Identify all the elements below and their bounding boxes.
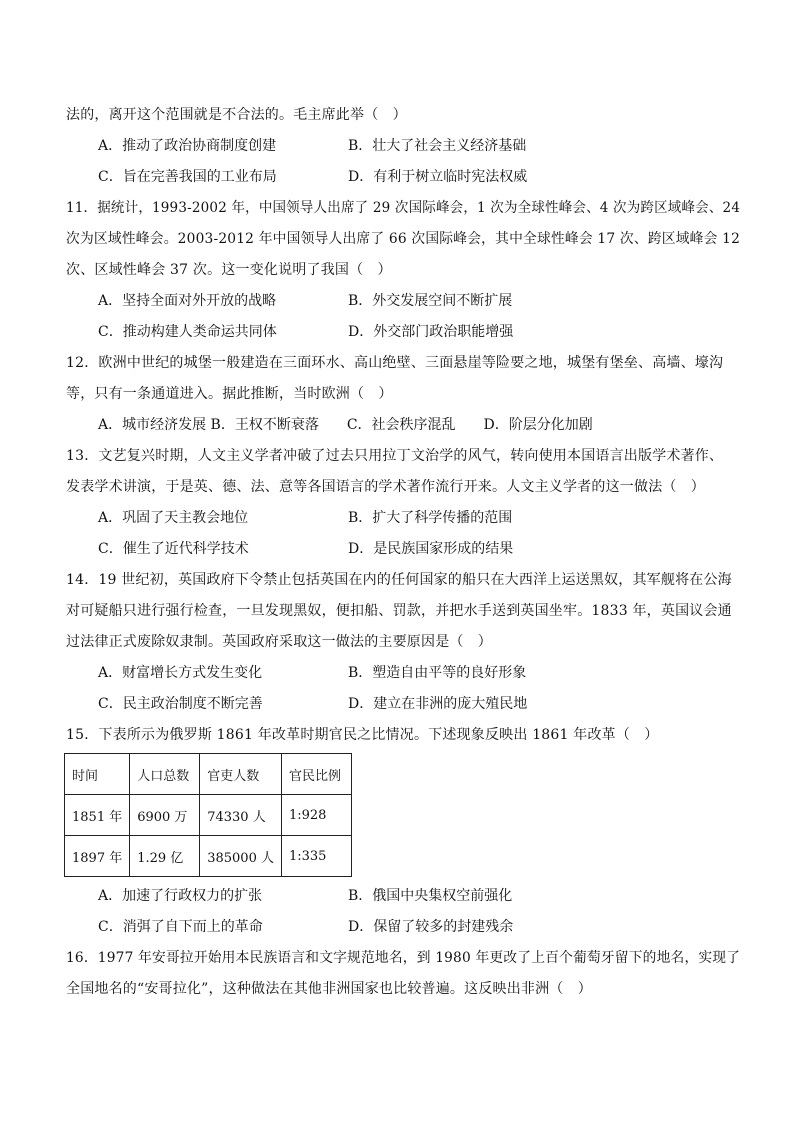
option-b: B．塑造自由平等的良好形象	[348, 665, 527, 681]
option-a: A．坚持全面对外开放的战略	[98, 293, 277, 309]
option-b: B．俄国中央集权空前强化	[348, 888, 513, 904]
question-12-line-2: 等，只有一条通道进入。据此推断，当时欧洲（ ）	[66, 386, 393, 402]
option-c: C．推动构建人类命运共同体	[98, 324, 277, 340]
question-16-line-2: 全国地名的“安哥拉化”，这种做法在其他非洲国家也比较普遍。这反映出非洲（ ）	[66, 981, 592, 997]
table-cell: 1.29 亿	[130, 836, 200, 877]
question-11-line-2: 次为区域性峰会。2003-2012 年中国领导人出席了 66 次国际峰会，其中全球性峰会 17 次、跨区域峰会 12	[66, 231, 741, 247]
table-header-cell: 官民比例	[281, 754, 351, 795]
question-16-line-1: 16．1977 年安哥拉开始用本民族语言和文字规范地名，到 1980 年更改了上百个葡萄牙留下的地名，实现了	[66, 950, 741, 966]
question-text: 法的，离开这个范围就是不合法的。毛主席此举（ ）	[66, 107, 407, 123]
table-header-cell: 时间	[65, 754, 130, 795]
option-d: D．建立在非洲的庞大殖民地	[348, 696, 528, 712]
table-cell: 74330 人	[200, 795, 282, 836]
option-d: D．有利于树立临时宪法权威	[348, 169, 528, 185]
option-a: A．巩固了天主教会地位	[98, 510, 249, 526]
option-d: D．是民族国家形成的结果	[348, 541, 514, 557]
option-b: B．扩大了科学传播的范围	[348, 510, 513, 526]
question-13-line-1: 13．文艺复兴时期，人文主义学者冲破了过去只用拉丁文治学的风气，转向使用本国语言出版学术著作、	[66, 448, 724, 464]
table-cell: 1897 年	[65, 836, 130, 877]
question-15-line-1: 15．下表所示为俄罗斯 1861 年改革时期官民之比情况。下述现象反映出 1861 年改革（ ）	[66, 727, 659, 743]
question-12-options: A．城市经济发展 B．王权不断衰落 C．社会秩序混乱 D．阶层分化加剧	[98, 417, 593, 433]
officials-ratio-table	[64, 753, 352, 877]
table-cell: 1:928	[281, 795, 351, 836]
option-a: A．财富增长方式发生变化	[98, 665, 263, 681]
question-11-line-3: 次、区域性峰会 37 次。这一变化说明了我国（ ）	[66, 262, 392, 278]
question-14-line-1: 14．19 世纪初，英国政府下令禁止包括英国在内的任何国家的船只在大西洋上运送黑奴，其军舰将在公海	[66, 572, 732, 588]
table-cell: 1:335	[281, 836, 351, 877]
table-cell: 385000 人	[200, 836, 282, 877]
question-14-line-2: 对可疑船只进行强行检查，一旦发现黑奴，便扣船、罚款，并把水手送到英国坐牢。1833 年，英国议会通	[66, 603, 732, 619]
question-11-line-1: 11．据统计，1993-2002 年，中国领导人出席了 29 次国际峰会，1 次为全球性峰会、4 次为跨区域峰会、24	[66, 200, 741, 216]
table-row	[65, 795, 352, 836]
table-header-cell: 人口总数	[130, 754, 200, 795]
table-cell: 6900 万	[130, 795, 200, 836]
question-14-line-3: 过法律正式废除奴隶制。英国政府采取这一做法的主要原因是（ ）	[66, 634, 492, 650]
option-b: B．外交发展空间不断扩展	[348, 293, 513, 309]
option-c: C．催生了近代科学技术	[98, 541, 249, 557]
option-c: C．旨在完善我国的工业布局	[98, 169, 277, 185]
option-a: A．推动了政治协商制度创建	[98, 138, 277, 154]
option-d: D．外交部门政治职能增强	[348, 324, 514, 340]
table-cell: 1851 年	[65, 795, 130, 836]
option-b: B．壮大了社会主义经济基础	[348, 138, 527, 154]
option-c: C．民主政治制度不断完善	[98, 696, 263, 712]
table-header-row	[65, 754, 352, 795]
option-a: A．加速了行政权力的扩张	[98, 888, 263, 904]
option-c: C．消弭了自下而上的革命	[98, 919, 263, 935]
table-row	[65, 836, 352, 877]
option-d: D．保留了较多的封建残余	[348, 919, 514, 935]
question-12-line-1: 12．欧洲中世纪的城堡一般建造在三面环水、高山绝壁、三面悬崖等险要之地，城堡有堡垒、高墙、壕沟	[66, 355, 724, 371]
question-13-line-2: 发表学术讲演，于是英、德、法、意等各国语言的学术著作流行开来。人文主义学者的这一做法（ ）	[66, 479, 705, 495]
table-header-cell: 官吏人数	[200, 754, 282, 795]
